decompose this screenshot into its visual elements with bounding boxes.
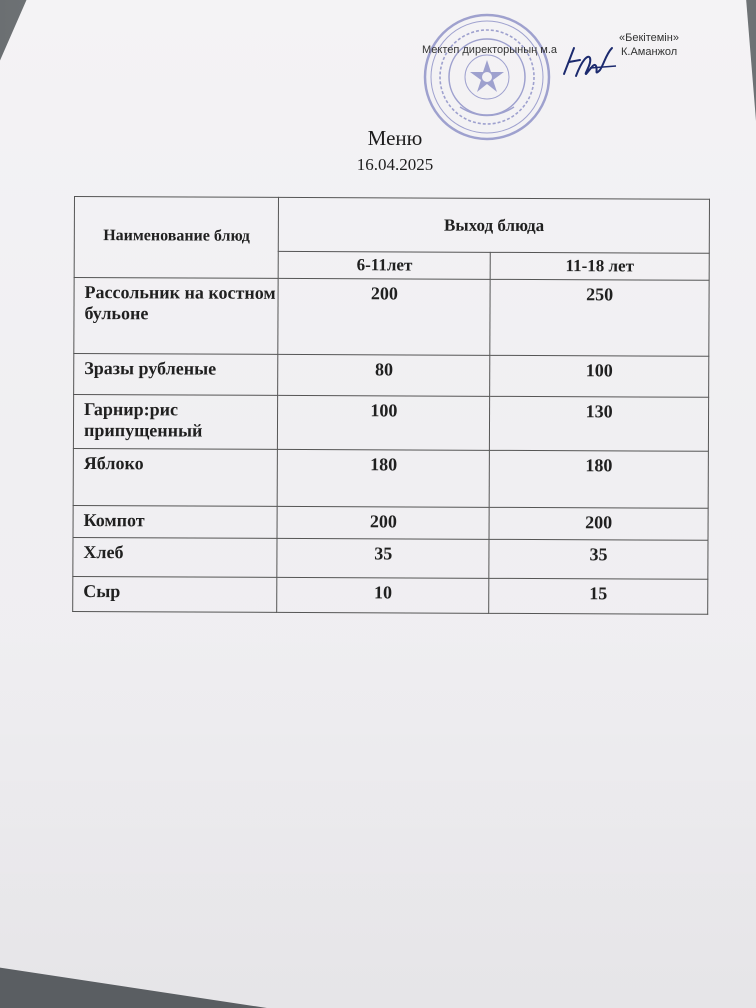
portion-6-11: 80 — [278, 354, 490, 396]
dish-name: Хлеб — [73, 537, 278, 577]
portion-6-11: 200 — [277, 506, 489, 539]
column-header-output: Выход блюда — [279, 197, 710, 253]
approval-org-line: Мектеп директорының м.а — [422, 44, 558, 56]
official-stamp — [420, 12, 554, 142]
portion-6-11: 200 — [278, 278, 490, 355]
table-row — [73, 395, 708, 452]
dish-name: Яблоко — [73, 448, 278, 506]
dish-name: Гарнир:рис припущенный — [73, 395, 278, 450]
age-group-6-11: 6-11лет — [279, 251, 491, 279]
table-row — [74, 354, 709, 398]
portion-11-18: 100 — [490, 355, 709, 397]
dish-name: Зразы рубленые — [74, 354, 279, 396]
handwritten-signature — [560, 40, 620, 84]
approval-label: «Бекітемін» — [619, 32, 679, 44]
portion-6-11: 10 — [277, 577, 489, 613]
portion-6-11: 180 — [278, 449, 490, 507]
portion-11-18: 250 — [490, 279, 709, 356]
portion-11-18: 35 — [489, 539, 708, 579]
header-row — [74, 197, 709, 254]
menu-table — [72, 196, 710, 615]
portion-6-11: 100 — [278, 395, 490, 450]
dish-name: Сыр — [73, 576, 278, 612]
approval-person: К.Аманжол — [621, 46, 678, 58]
menu-date: 16.04.2025 — [356, 155, 434, 174]
portion-11-18: 15 — [489, 578, 708, 614]
age-group-11-18: 11-18 лет — [490, 252, 709, 280]
dish-name: Рассольник на костном бульоне — [74, 278, 279, 355]
table-row — [73, 537, 708, 579]
portion-6-11: 35 — [277, 538, 489, 578]
table-row — [74, 278, 709, 357]
portion-11-18: 130 — [490, 396, 709, 451]
table-row — [73, 576, 708, 614]
page-title: Меню — [367, 126, 423, 150]
table-row — [73, 505, 708, 540]
portion-11-18: 200 — [489, 507, 708, 540]
dish-name: Компот — [73, 505, 278, 538]
column-header-dish: Наименование блюд — [74, 197, 279, 279]
portion-11-18: 180 — [489, 450, 708, 508]
table-row — [73, 448, 708, 508]
